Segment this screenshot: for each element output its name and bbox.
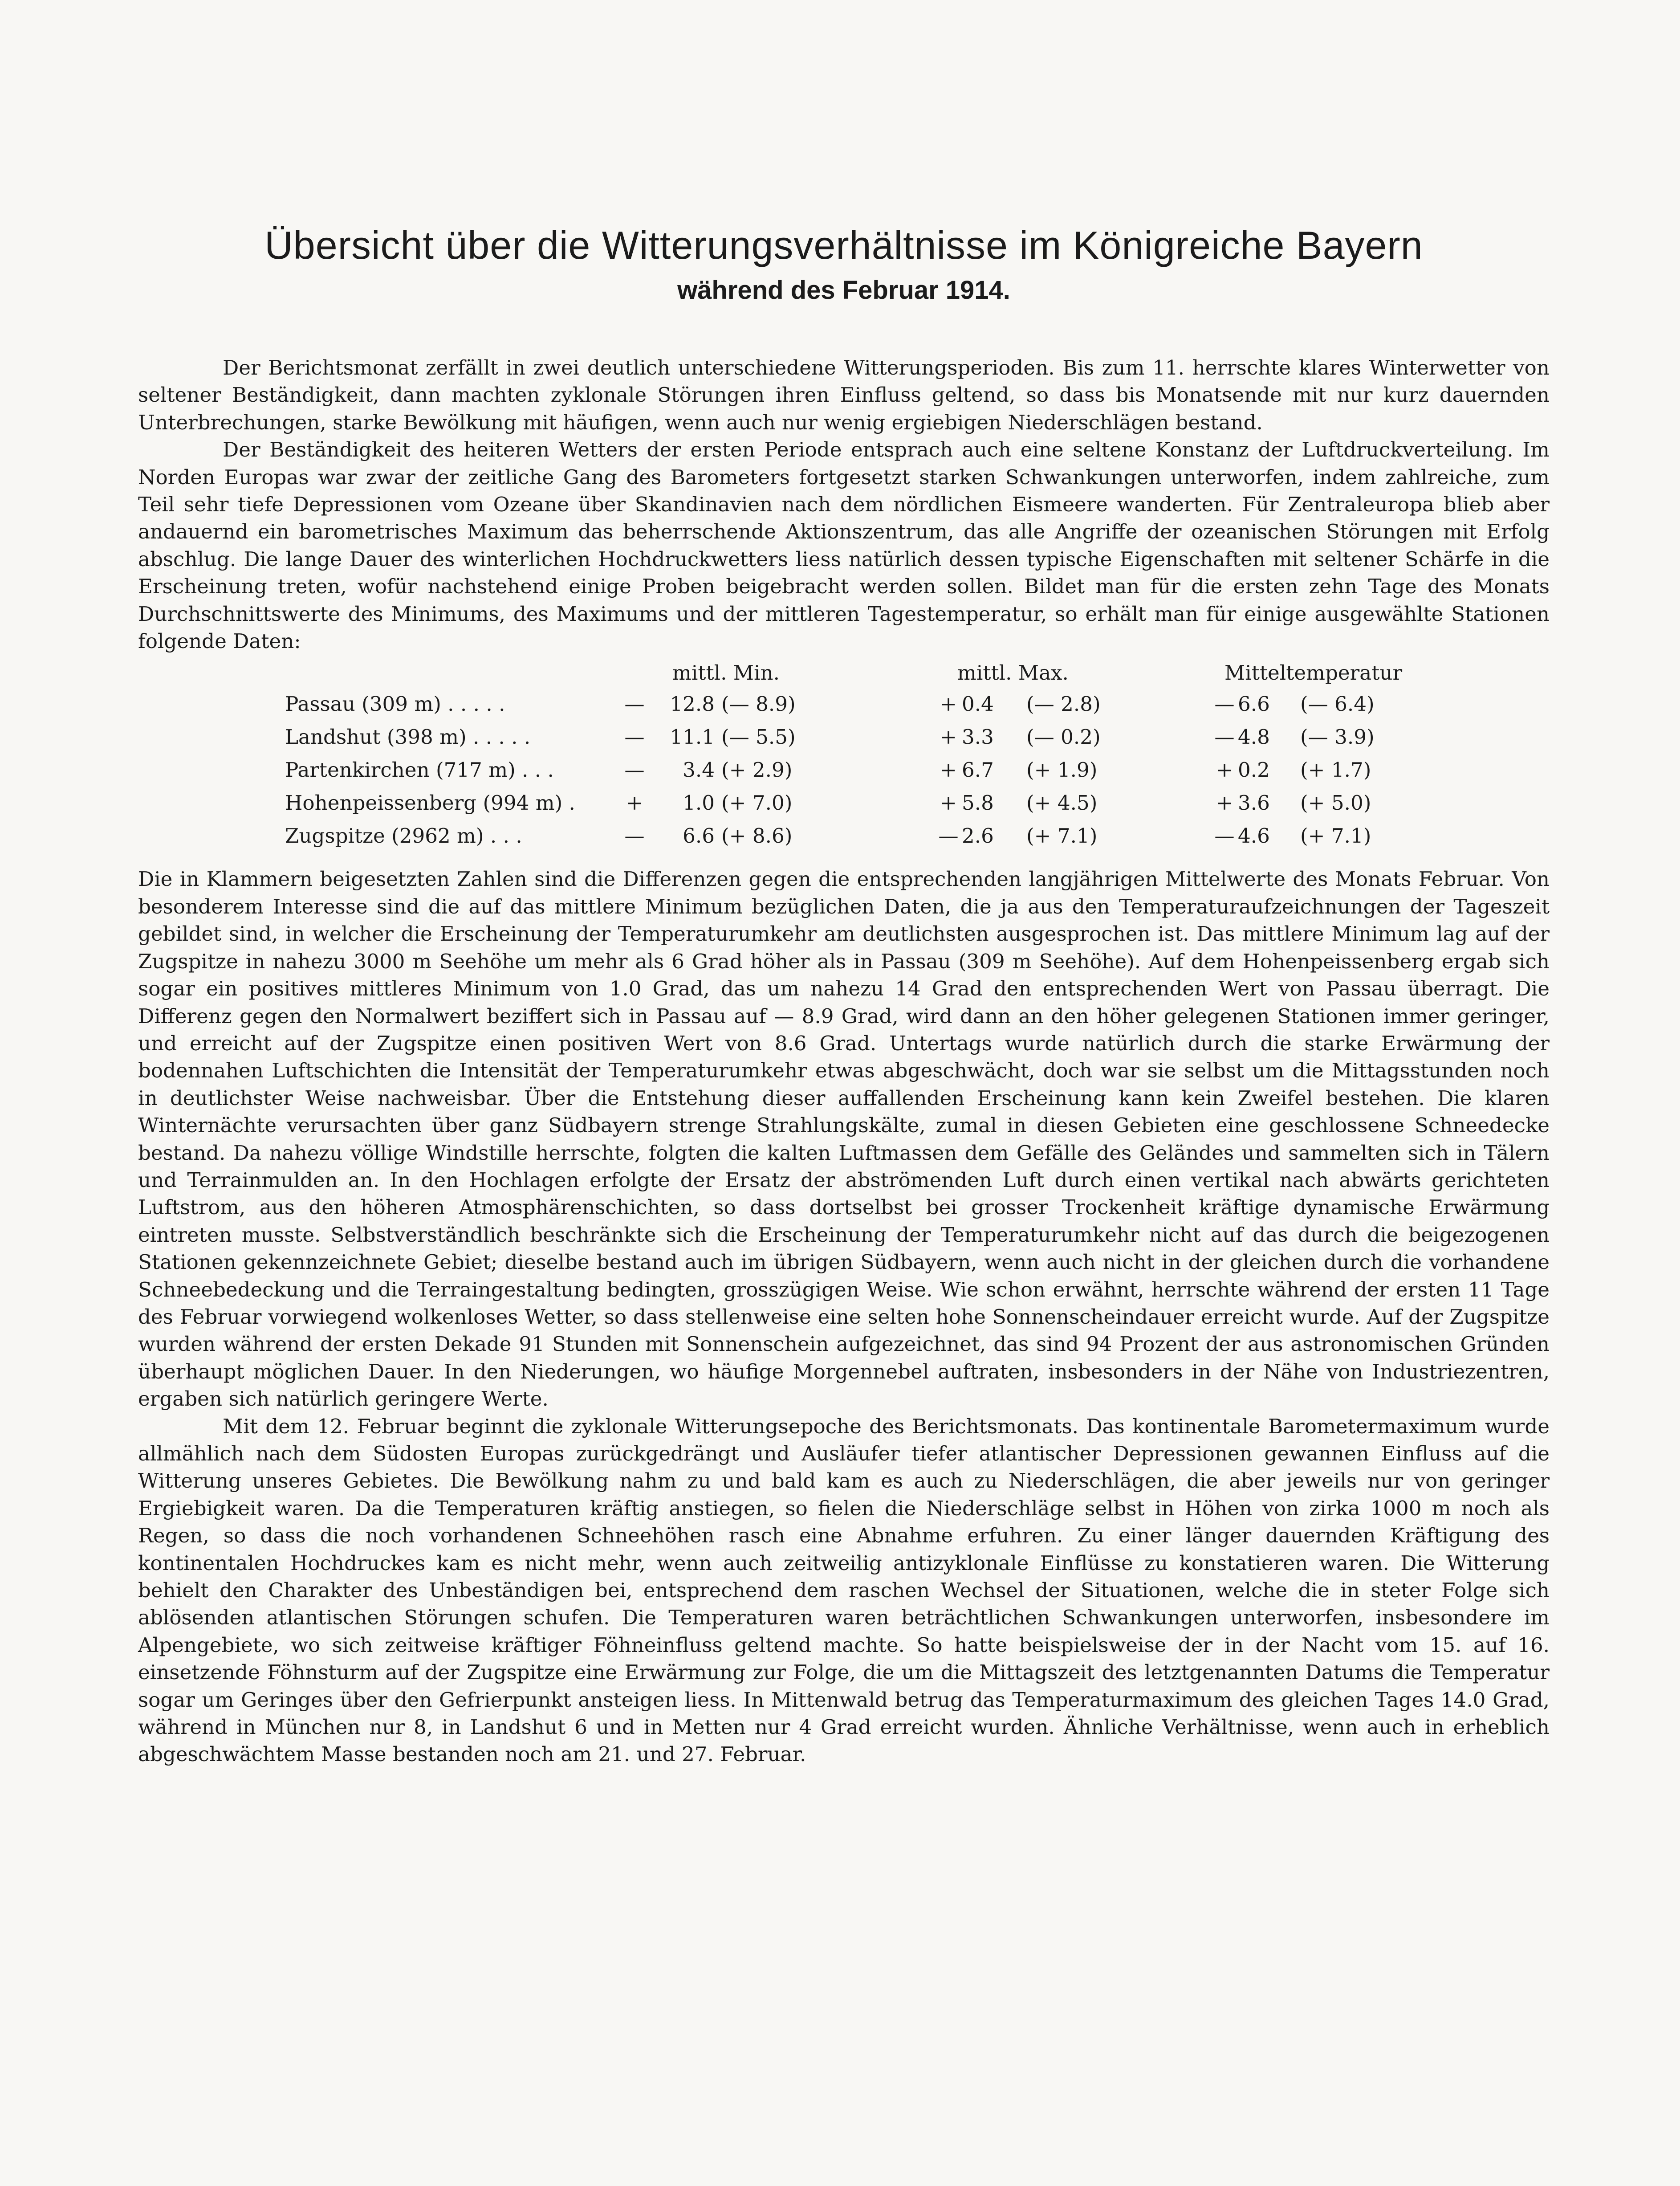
max-sign: —	[938, 824, 959, 848]
mean-sign: —	[1214, 824, 1235, 848]
station-name: Passau (309 m) . . . . .	[285, 692, 505, 716]
paragraph-3: Die in Klammern beigesetzten Zahlen sind die Differenzen gegen die entsprechenden langjährigen Mittelwerte des Monats Februar. Von besonderem Interesse sind die auf das mittlere Minimum bezüglichen Daten, die ja aus den Temperaturaufzeichnungen der Tageszeit gebildet sind, in welcher die Erscheinung der Temperaturumkehr am deutlichsten ausgesprochen ist. Das mittlere Minimum lag auf der Zugspitze in nahezu 3000 m Seehöhe um mehr als 6 Grad höher als in Passau (309 m Seehöhe). Auf dem Hohenpeissenberg ergab sich sogar ein positives mittleres Minimum von 1.0 Grad, das um nahezu 14 Grad den entsprechenden Wert von Passau überragt. Die Differenz gegen den Normalwert beziffert sich in Passau auf — 8.9 Grad, wird dann an den höher gelegenen Stationen immer geringer, und erreicht auf der Zugspitze einen positiven Wert von 8.6 Grad. Untertags wurde natürlich durch die starke Erwärmung der bodennahen Luftschichten die Intensität der Temperaturumkehr etwas abgeschwächt, doch war sie selbst um die Mittagsstunden noch in deutlichster Weise nachweisbar. Über die Entstehung dieser auffallenden Erscheinung kann kein Zweifel bestehen. Die klaren Winternächte verursachten über ganz Südbayern strenge Strahlungskälte, zumal in diesen Gebieten eine geschlossene Schneedecke bestand. Da nahezu völlige Windstille herrschte, folgten die kalten Luftmassen dem Gefälle des Geländes und sammelten sich in Tälern und Terrainmulden an. In den Hochlagen erfolgte der Ersatz der abströmenden Luft durch einen vertikal nach abwärts gerichteten Luftstrom, aus den höheren Atmosphärenschichten, so dass dortselbst bei grosser Trockenheit kräftige dynamische Erwärmung eintreten musste. Selbstverständlich beschränkte sich die Erscheinung der Temperaturumkehr nicht auf das durch die beigezogenen Stationen gekennzeichnete Gebiet; dieselbe bestand auch im übrigen Südbayern, wenn auch nicht in der gleichen durch die vorhandene Schneebedeckung und die Terraingestaltung bedingten, grosszügigen Weise. Wie schon erwähnt, herrschte während der ersten 11 Tage des Februar vorwiegend wolkenloses Wetter, so dass stellenweise eine selten hohe Sonnenscheindauer erreicht wurde. Auf der Zugspitze wurden während der ersten Dekade 91 Stunden mit Sonnenschein aufgezeichnet, das sind 94 Prozent der aus astronomischen Gründen überhaupt möglichen Dauer. In den Niederungen, wo häufige Morgennebel auftraten, insbesonders in der Nähe von Industriezentren, ergaben sich natürlich geringere Werte.	[138, 867, 1550, 1411]
max-diff: (+ 4.5)	[1026, 791, 1098, 815]
min-sign: —	[624, 824, 645, 848]
min-value: 12.8	[670, 692, 715, 716]
paragraph-2: Der Beständigkeit des heiteren Wetters der ersten Periode entsprach auch eine seltene Konstanz der Luftdruckverteilung. Im Norden Europas war zwar der zeitliche Gang des Barometers fortgesetzt starken Schwankungen unterworfen, indem zahlreiche, zum Teil sehr tiefe Depressionen vom Ozeane über Skandinavien nach dem nördlichen Eismeere wanderten. Für Zentraleuropa blieb aber andauernd ein barometrisches Maximum das beherrschende Aktionszentrum, das alle Angriffe der ozeanischen Störungen mit Erfolg abschlug. Die lange Dauer des winterlichen Hochdruckwetters liess natürlich dessen typische Eigenschaften mit seltener Schärfe in die Erscheinung treten, wofür nachstehend einige Proben beigebracht werden sollen. Bildet man für die ersten zehn Tage des Monats Durchschnittswerte des Minimums, des Maximums und der mittleren Tagestemperatur, so erhält man für einige ausgewählte Stationen folgende Daten:	[138, 438, 1550, 653]
table-header	[138, 657, 1550, 688]
max-sign: +	[940, 725, 957, 749]
max-value: 5.8	[962, 791, 994, 815]
table-row	[138, 820, 1550, 852]
mean-sign: —	[1214, 692, 1235, 716]
mean-diff: (— 6.4)	[1300, 692, 1375, 716]
min-diff: (+ 7.0)	[721, 791, 793, 815]
max-sign: +	[940, 692, 957, 716]
min-sign: —	[624, 692, 645, 716]
max-diff: (— 0.2)	[1026, 725, 1101, 749]
station-name: Zugspitze (2962 m) . . .	[285, 824, 522, 848]
min-diff: (+ 8.6)	[721, 824, 793, 848]
mean-value: 3.6	[1238, 791, 1270, 815]
min-value: 1.0	[683, 791, 715, 815]
mean-diff: (+ 7.1)	[1300, 824, 1371, 848]
station-name: Partenkirchen (717 m) . . .	[285, 758, 554, 782]
min-value: 11.1	[670, 725, 715, 749]
table-row	[138, 721, 1550, 754]
min-diff: (— 5.5)	[721, 725, 796, 749]
min-sign: —	[624, 758, 645, 782]
min-diff: (— 8.9)	[721, 692, 796, 716]
mean-diff: (+ 5.0)	[1300, 791, 1371, 815]
mean-diff: (— 3.9)	[1300, 725, 1375, 749]
min-value: 3.4	[683, 758, 715, 782]
header-min: mittl. Min.	[672, 661, 780, 685]
max-value: 0.4	[962, 692, 994, 716]
paragraph-1: Der Berichtsmonat zerfällt in zwei deutlich unterschiedene Witterungsperioden. Bis zum 11. herrschte klares Winterwetter von seltener Beständigkeit, dann machten zyklonale Störungen ihren Einfluss geltend, so dass bis Monatsende mit nur kurz dauernden Unterbrechungen, starke Bewölkung mit häufigen, wenn auch nur wenig ergiebigen Niederschlägen bestand.	[138, 356, 1550, 434]
mean-sign: +	[1216, 791, 1233, 815]
header-max: mittl. Max.	[957, 661, 1069, 685]
mean-value: 0.2	[1238, 758, 1270, 782]
max-value: 2.6	[962, 824, 994, 848]
min-value: 6.6	[683, 824, 715, 848]
max-value: 6.7	[962, 758, 994, 782]
max-value: 3.3	[962, 725, 994, 749]
header-mean: Mitteltemperatur	[1224, 661, 1403, 685]
station-name: Landshut (398 m) . . . . .	[285, 725, 531, 749]
min-diff: (+ 2.9)	[721, 758, 793, 782]
document-page	[138, 223, 1550, 1768]
max-sign: +	[940, 758, 957, 782]
mean-sign: +	[1216, 758, 1233, 782]
station-name: Hohenpeissenberg (994 m) .	[285, 791, 575, 815]
max-diff: (— 2.8)	[1026, 692, 1101, 716]
table-row	[138, 787, 1550, 820]
document-subtitle: während des Februar 1914.	[677, 276, 1010, 305]
max-sign: +	[940, 791, 957, 815]
table-row	[138, 688, 1550, 721]
max-diff: (+ 7.1)	[1026, 824, 1098, 848]
mean-sign: —	[1214, 725, 1235, 749]
max-diff: (+ 1.9)	[1026, 758, 1098, 782]
table-row	[138, 754, 1550, 787]
paragraph-4: Mit dem 12. Februar beginnt die zyklonale Witterungsepoche des Berichtsmonats. Das kontinentale Barometermaximum wurde allmählich nach dem Südosten Europas zurückgedrängt und Ausläufer tiefer atlantischer Depressionen gewannen Einfluss auf die Witterung unseres Gebietes. Die Bewölkung nahm zu und bald kam es auch zu Niederschlägen, die aber jeweils nur von geringer Ergiebigkeit waren. Da die Temperaturen kräftig anstiegen, so fielen die Niederschläge selbst in Höhen von zirka 1000 m noch als Regen, so dass die noch vorhandenen Schneehöhen rasch eine Abnahme erfuhren. Zu einer länger dauernden Kräftigung des kontinentalen Hochdruckes kam es nicht mehr, wenn auch zeitweilig antizyklonale Einflüsse zu konstatieren waren. Die Witterung behielt den Charakter des Unbeständigen bei, entsprechend dem raschen Wechsel der Situationen, welche die in steter Folge sich ablösenden atlantischen Störungen schufen. Die Temperaturen waren beträchtlichen Schwankungen unterworfen, insbesondere im Alpengebiete, wo sich zeitweise kräftiger Föhneinfluss geltend machte. So hatte beispielsweise der in der Nacht vom 15. auf 16. einsetzende Föhnsturm auf der Zugspitze eine Erwärmung zur Folge, die um die Mittagszeit des letztgenannten Datums die Temperatur sogar um Geringes über den Gefrierpunkt ansteigen liess. In Mittenwald betrug das Temperaturmaximum des gleichen Tages 14.0 Grad, während in München nur 8, in Landshut 6 und in Metten nur 4 Grad erreicht wurden. Ähnliche Verhältnisse, wenn auch in erheblich abgeschwächtem Masse bestanden noch am 21. und 27. Februar.	[138, 1414, 1550, 1766]
min-sign: +	[626, 791, 643, 815]
min-sign: —	[624, 725, 645, 749]
mean-value: 6.6	[1238, 692, 1270, 716]
mean-value: 4.8	[1238, 725, 1270, 749]
temperature-table	[138, 657, 1550, 864]
mean-value: 4.6	[1238, 824, 1270, 848]
mean-diff: (+ 1.7)	[1300, 758, 1371, 782]
document-title: Übersicht über die Witterungsverhältnisse im Königreiche Bayern	[264, 223, 1423, 267]
